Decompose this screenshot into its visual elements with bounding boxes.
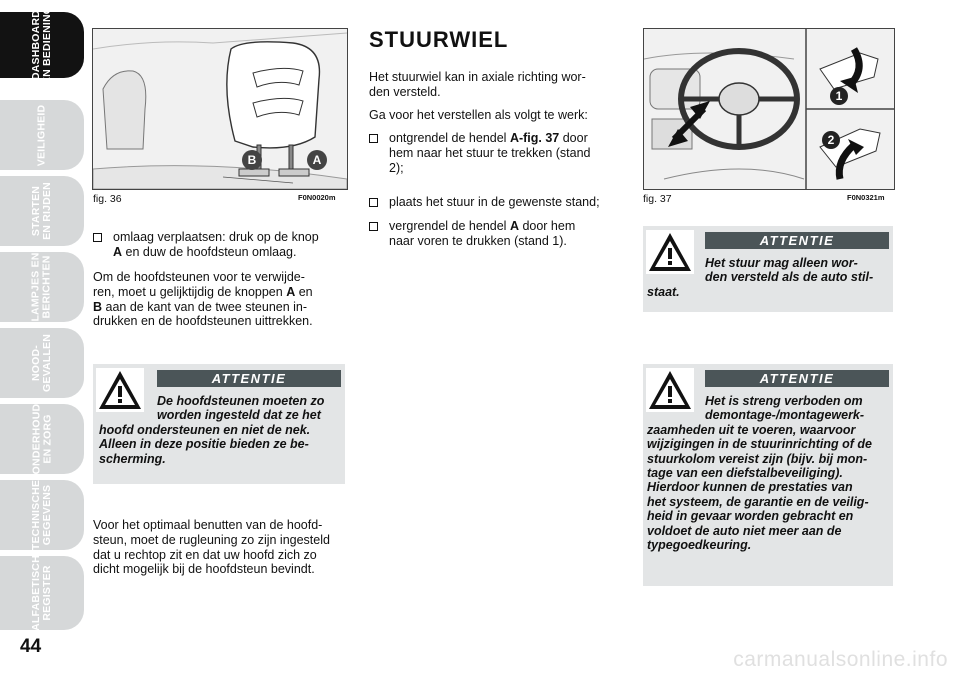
tab-technische[interactable]: TECHNISCHE GEGEVENS: [0, 480, 84, 550]
section-heading: STUURWIEL: [369, 27, 509, 52]
position-2-badge: 2: [822, 131, 840, 149]
fig37-caption: fig. 37: [643, 193, 672, 205]
fig36-caption: fig. 36: [93, 193, 122, 205]
left-paragraph-1: Om de hoofdsteunen voor te verwijde- ren, moet u gelijktijdig de knoppen A en B aan de kant van de twee steunen in- drukken en de hoofdsteunen uittrekken.: [93, 270, 313, 329]
middle-paragraph-1: Het stuurwiel kan in axiale richting wor- den versteld.: [369, 70, 586, 99]
warning-title: ATTENTIE: [157, 370, 341, 387]
warning-box-headrest: [93, 364, 345, 484]
warning-box-steering-modification: [643, 364, 893, 586]
warning-text: De hoofdsteunen moeten zo worden ingesteld dat ze het hoofd ondersteunen en niet de nek. Alleen in deze positie bieden ze be- scherming.: [99, 394, 325, 466]
steering-wheel-illustration: [644, 29, 894, 189]
middle-paragraph-2: Ga voor het verstellen als volgt te werk:: [369, 108, 588, 122]
tab-starten[interactable]: STARTEN EN RIJDEN: [0, 176, 84, 246]
middle-bullet-2: plaats het stuur in de gewenste stand;: [369, 195, 629, 210]
tab-dashboard[interactable]: DASHBOARD EN BEDIENING: [0, 12, 84, 78]
middle-bullet-1: ontgrendel de hendel A-fig. 37 door hem naar het stuur te trekken (stand 2);: [369, 131, 625, 175]
warning-title: ATTENTIE: [705, 232, 889, 249]
bullet-box-icon: [369, 198, 378, 207]
label-a-badge: A: [307, 150, 327, 170]
middle-bullet-3: vergrendel de hendel A door hem naar voren te drukken (stand 1).: [369, 219, 625, 249]
tab-register[interactable]: ALFABETISCH REGISTER: [0, 556, 84, 630]
warning-title: ATTENTIE: [705, 370, 889, 387]
warning-text: Het is streng verboden om demontage-/montagewerk- zaamheden uit te voeren, waarvoor wijzigingen in de stuurinrichting of de stuurkolom vereist zijn (bijv. bij mon- tage van een diefstalbeveiliging). Hierdoor kunnen de prestaties van het systeem, de garantie en de veilig- heid in gevaar worden gebracht en voldoet de auto niet meer aan de typegoedkeuring.: [647, 394, 872, 553]
bullet-box-icon: [93, 233, 102, 242]
warning-text: Het stuur mag alleen wor- den versteld als de auto stil- staat.: [647, 256, 874, 299]
left-bullet: omlaag verplaatsen: druk op de knop A en duw de hoofdsteun omlaag.: [93, 230, 349, 260]
left-paragraph-2: Voor het optimaal benutten van de hoofd- steun, moet de rugleuning zo zijn ingesteld dat u rechtop zit en dat uw hoofd zich zo dicht mogelijk bij de hoofdsteun bevindt.: [93, 518, 330, 577]
position-1-badge: 1: [830, 87, 848, 105]
figure-37-steering: [643, 28, 895, 190]
watermark: carmanualsonline.info: [733, 648, 948, 671]
tab-veiligheid[interactable]: VEILIGHEID: [0, 100, 84, 170]
fig36-code: F0N0020m: [298, 193, 336, 202]
tab-lampjes[interactable]: LAMPJES EN BERICHTEN: [0, 252, 84, 322]
bullet-box-icon: [369, 134, 378, 143]
bullet-box-icon: [369, 222, 378, 231]
fig37-code: F0N0321m: [847, 193, 885, 202]
warning-box-steering-stationary: [643, 226, 893, 312]
page-number: 44: [20, 636, 42, 657]
tab-noodgevallen[interactable]: NOOD- GEVALLEN: [0, 328, 84, 398]
figure-36-headrest: [92, 28, 348, 190]
label-b-badge: B: [242, 150, 262, 170]
tab-onderhoud[interactable]: ONDERHOUD EN ZORG: [0, 404, 84, 474]
